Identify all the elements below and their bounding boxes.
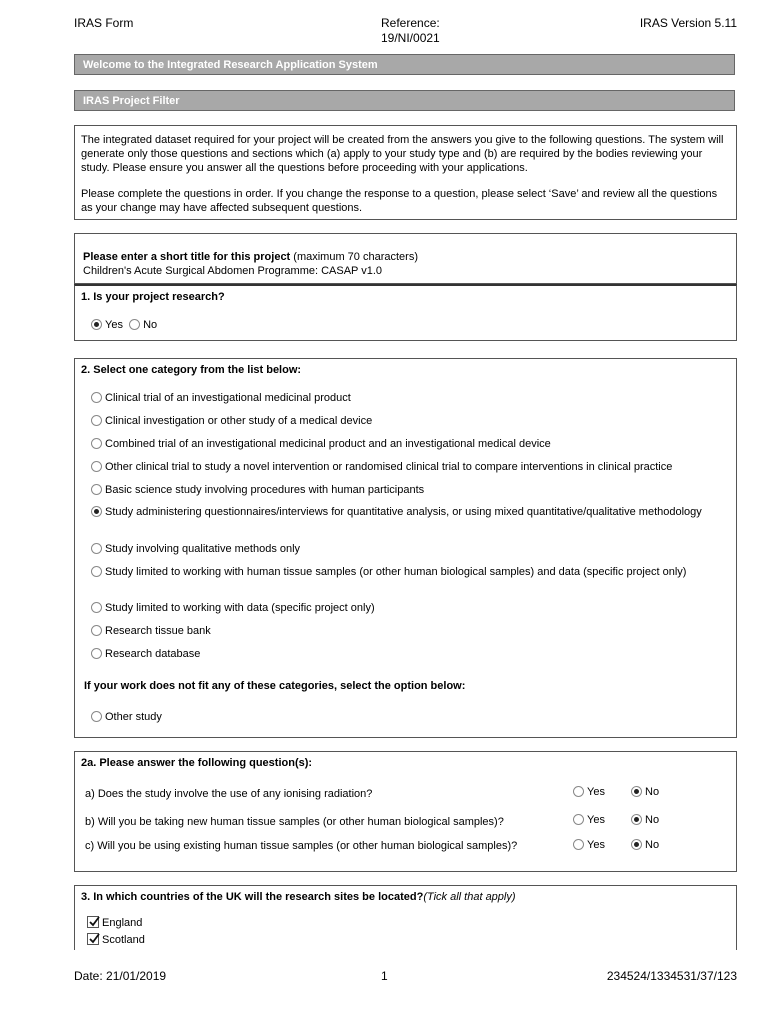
radio-icon[interactable] — [91, 461, 102, 472]
category-option[interactable]: Clinical investigation or other study of a medical device — [91, 414, 731, 428]
radio-icon[interactable] — [573, 814, 584, 825]
category-option[interactable]: Combined trial of an investigational medicinal product and an investigational medical device — [91, 437, 731, 451]
form-name: IRAS Form — [74, 16, 134, 30]
category-option-other[interactable]: Other study — [91, 710, 731, 724]
radio-icon[interactable] — [91, 543, 102, 554]
category-option[interactable]: Other clinical trial to study a novel intervention or randomised clinical trial to compare interventions in clinical practice — [91, 460, 731, 474]
radio-icon[interactable] — [91, 625, 102, 636]
radio-no[interactable] — [129, 319, 140, 330]
category-option[interactable]: Research tissue bank — [91, 624, 731, 638]
q2a-a-yes[interactable]: Yes — [573, 786, 605, 798]
question-1-options — [91, 318, 731, 332]
radio-icon[interactable] — [91, 438, 102, 449]
country-scotland[interactable]: Scotland — [87, 933, 727, 947]
footer-date: Date: 21/01/2019 — [74, 969, 167, 983]
filter-bar: IRAS Project Filter — [74, 90, 735, 111]
intro-paragraph-1: The integrated dataset required for your project will be created from the answers you give to the following questions. The system will generate only those questions and sections which (a) apply to your study type and (b) are required by the bodies reviewing your study. Please ensure you answer all the questions before proceeding with your applications. — [81, 134, 724, 174]
short-title-label: Please enter a short title for this project — [83, 251, 291, 263]
reference-value: 19/NI/0021 — [381, 31, 440, 45]
question-3-hint: (Tick all that apply) — [423, 891, 516, 903]
no-label: No — [143, 319, 158, 331]
checkbox-checked-icon[interactable] — [87, 916, 99, 928]
question-1-label: 1. Is your project research? — [81, 291, 225, 303]
short-title-box — [74, 233, 737, 284]
question-1 — [74, 284, 737, 341]
country-england[interactable]: England — [87, 916, 727, 930]
footer-code: 234524/1334531/37/123 — [606, 969, 737, 983]
radio-yes[interactable] — [91, 319, 102, 330]
question-2-label: 2. Select one category from the list below: — [81, 364, 302, 376]
short-title-hint: (maximum 70 characters) — [293, 251, 418, 263]
radio-icon[interactable] — [573, 839, 584, 850]
question-2 — [74, 358, 737, 738]
radio-icon[interactable] — [631, 786, 642, 797]
question-2a — [74, 751, 737, 872]
q2a-a-no[interactable]: No — [631, 786, 659, 798]
category-option[interactable]: Research database — [91, 647, 731, 661]
radio-icon[interactable] — [91, 415, 102, 426]
question-2a-label: 2a. Please answer the following question(s): — [81, 757, 313, 769]
intro-paragraph-2: Please complete the questions in order. If you change the response to a question, please select ‘Save’ and review all the questions as your change may have affected subsequent questions. — [81, 188, 718, 214]
category-option[interactable]: Basic science study involving procedures with human participants — [91, 483, 731, 497]
version: IRAS Version 5.11 — [639, 16, 737, 30]
welcome-bar: Welcome to the Integrated Research Application System — [74, 54, 735, 75]
category-option[interactable]: Study limited to working with human tissue samples (or other human biological samples) and data (specific project only) — [81, 565, 721, 579]
footer-page-number: 1 — [381, 969, 388, 983]
question-3 — [74, 885, 737, 950]
q2a-b-no[interactable]: No — [631, 814, 659, 826]
q2a-c-yes[interactable]: Yes — [573, 839, 605, 851]
category-option[interactable]: Study limited to working with data (specific project only) — [91, 601, 731, 615]
radio-icon[interactable] — [631, 814, 642, 825]
radio-icon[interactable] — [91, 566, 102, 577]
radio-icon[interactable] — [91, 648, 102, 659]
reference — [381, 16, 440, 46]
radio-icon[interactable] — [631, 839, 642, 850]
radio-icon[interactable] — [91, 711, 102, 722]
intro-box — [74, 125, 737, 220]
radio-icon[interactable] — [91, 602, 102, 613]
question-3-label: 3. In which countries of the UK will the research sites be located?(Tick all that apply) — [81, 891, 516, 903]
q2a-c-no[interactable]: No — [631, 839, 659, 851]
short-title-value[interactable]: Children's Acute Surgical Abdomen Programme: CASAP v1.0 — [83, 265, 383, 277]
category-option[interactable]: Clinical trial of an investigational medicinal product — [91, 391, 731, 405]
radio-icon[interactable] — [91, 484, 102, 495]
checkbox-checked-icon[interactable] — [87, 933, 99, 945]
question-2a-b: b) Will you be taking new human tissue samples (or other human biological samples)? — [85, 816, 504, 828]
yes-label: Yes — [105, 319, 123, 331]
radio-icon[interactable] — [573, 786, 584, 797]
category-option[interactable]: Study involving qualitative methods only — [91, 542, 731, 556]
question-2a-c: c) Will you be using existing human tissue samples (or other human biological samples)? — [85, 840, 518, 852]
category-option-selected[interactable]: Study administering questionnaires/interviews for quantitative analysis, or using mixed quantitative/qualitative methodology — [81, 505, 721, 519]
question-2a-a: a) Does the study involve the use of any ionising radiation? — [85, 788, 373, 800]
reference-label: Reference: — [381, 16, 440, 30]
radio-icon[interactable] — [91, 392, 102, 403]
radio-icon[interactable] — [91, 506, 102, 517]
q2a-b-yes[interactable]: Yes — [573, 814, 605, 826]
fallback-label: If your work does not fit any of these categories, select the option below: — [84, 680, 466, 692]
